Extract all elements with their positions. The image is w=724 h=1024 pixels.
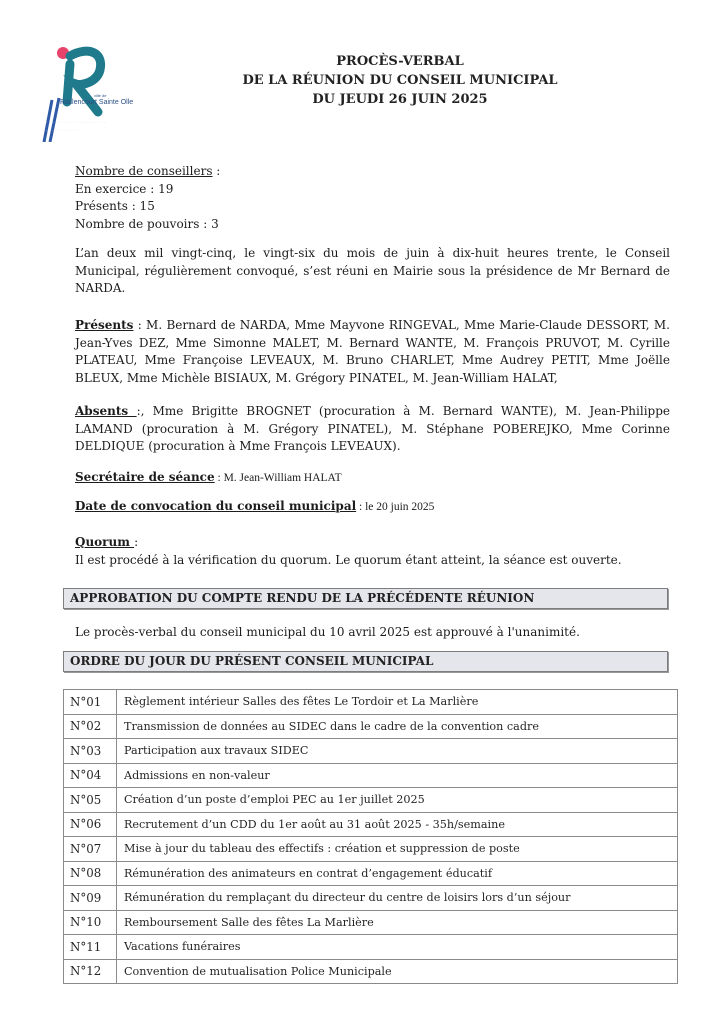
agenda-item-label: Création d’un poste d’emploi PEC au 1er juillet 2025 [117,788,678,813]
quorum-text: Il est procédé à la vérification du quorum. Le quorum étant atteint, la séance est ouverte. [75,552,622,567]
agenda-row [64,886,678,911]
councillor-counts [75,163,670,233]
logo-commune-name: Raillencourt Sainte Olle [60,99,134,106]
absents-label: Absents [75,404,137,418]
secretaire-value: : M. Jean-William HALAT [214,472,342,484]
approbation-text: Le procès-verbal du conseil municipal du 10 avril 2025 est approuvé à l'unanimité. [75,625,580,639]
intro-paragraph: L’an deux mil vingt-cinq, le vingt-six du mois de juin à dix-huit heures trente, le Conseil Municipal, régulièrement convoqué, s’est réuni en Mairie sous la présidence de Mr Bernard de NARDA. [75,246,670,295]
quorum-label: Quorum [75,535,135,549]
agenda-item-label: Participation aux travaux SIDEC [117,739,678,764]
absents-list: :, Mme Brigitte BROGNET (procuration à M. Bernard WANTE), M. Jean-Philippe LAMAND (procuration à M. Grégory PINATEL), M. Stéphane POBEREJKO, Mme Corinne DELDIQUE (procuration à Mme François LEVEAUX). [75,404,671,453]
quorum-paragraph: Quorum : Il est procédé à la vérification du quorum. Le quorum étant atteint, la séance est ouverte. [75,534,670,569]
agenda-row [64,739,678,764]
logo-subtitle-2: · · · · · · · · · · · [46,128,79,134]
secretaire-paragraph [75,469,670,488]
agenda-item-number: N°07 [64,837,117,862]
agenda-row [64,837,678,862]
logo-small-label: ville de [94,93,107,98]
agenda-item-label: Rémunération du remplaçant du directeur du centre de loisirs lors d’un séjour [117,886,678,911]
count-presents: Présents : 15 [75,199,155,213]
agenda-row [64,910,678,935]
agenda-row [64,690,678,715]
agenda-item-number: N°01 [64,690,117,715]
agenda-item-number: N°11 [64,935,117,960]
convocation-value: : le 20 juin 2025 [356,501,435,513]
agenda-item-number: N°12 [64,959,117,984]
agenda-item-number: N°03 [64,739,117,764]
presents-paragraph [75,317,670,387]
count-pouvoirs: Nombre de pouvoirs : 3 [75,216,219,231]
secretaire-label: Secrétaire de séance [75,470,215,484]
logo-icon [40,42,150,142]
counts-heading: Nombre de conseillers : [75,164,221,178]
convocation-label: Date de convocation du conseil municipal [75,499,357,513]
agenda-row [64,935,678,960]
agenda-item-number: N°05 [64,788,117,813]
agenda-item-number: N°08 [64,861,117,886]
agenda-item-label: Règlement intérieur Salles des fêtes Le Tordoir et La Marlière [117,690,678,715]
title-line-3: DU JEUDI 26 JUIN 2025 [312,92,488,107]
document-title [230,52,570,109]
agenda-item-label: Mise à jour du tableau des effectifs : création et suppression de poste [117,837,678,862]
logo-subtitle-1: · · · · · · · · · · · · · · · · · · · · [46,120,106,126]
agenda-item-label: Rémunération des animateurs en contrat d’engagement éducatif [117,861,678,886]
agenda-row [64,788,678,813]
agenda-row [64,861,678,886]
agenda-row [64,959,678,984]
presents-label: Présents [75,318,134,332]
agenda-item-label: Convention de mutualisation Police Municipale [117,959,678,984]
agenda-row [64,812,678,837]
agenda-item-label: Remboursement Salle des fêtes La Marlière [117,910,678,935]
title-line-2: DE LA RÉUNION DU CONSEIL MUNICIPAL [242,73,558,88]
agenda-row [64,714,678,739]
agenda-item-label: Admissions en non-valeur [117,763,678,788]
section-header-ordre-du-jour: ORDRE DU JOUR DU PRÉSENT CONSEIL MUNICIPAL [63,651,668,672]
agenda-item-label: Vacations funéraires [117,935,678,960]
agenda-table [63,689,678,984]
agenda-item-number: N°06 [64,812,117,837]
convocation-paragraph [75,498,670,517]
agenda-item-number: N°04 [64,763,117,788]
agenda-item-label: Recrutement d’un CDD du 1er août au 31 août 2025 - 35h/semaine [117,812,678,837]
agenda-item-number: N°10 [64,910,117,935]
count-en-exercice: En exercice : 19 [75,181,174,196]
agenda-item-number: N°09 [64,886,117,911]
absents-paragraph [75,403,670,456]
presents-list: : M. Bernard de NARDA, Mme Mayvone RINGEVAL, Mme Marie-Claude DESSORT, M. Jean-Yves DEZ, Mme Simonne MALET, M. Bernard WANTE, M. François PRUVOT, M. Cyrille PLATEAU, Mme Françoise LEVEAUX, M. Bruno CHARLET, Mme Audrey PETIT, Mme Joëlle BLEUX, Mme Michèle BISIAUX, M. Grégory PINATEL, M. Jean-William HALAT, [75,318,670,385]
title-line-1: PROCÈS-VERBAL [336,54,464,69]
agenda-row [64,763,678,788]
agenda-item-number: N°02 [64,714,117,739]
section-header-approbation: APPROBATION DU COMPTE RENDU DE LA PRÉCÉDENTE RÉUNION [63,588,668,609]
agenda-item-label: Transmission de données au SIDEC dans le cadre de la convention cadre [117,714,678,739]
